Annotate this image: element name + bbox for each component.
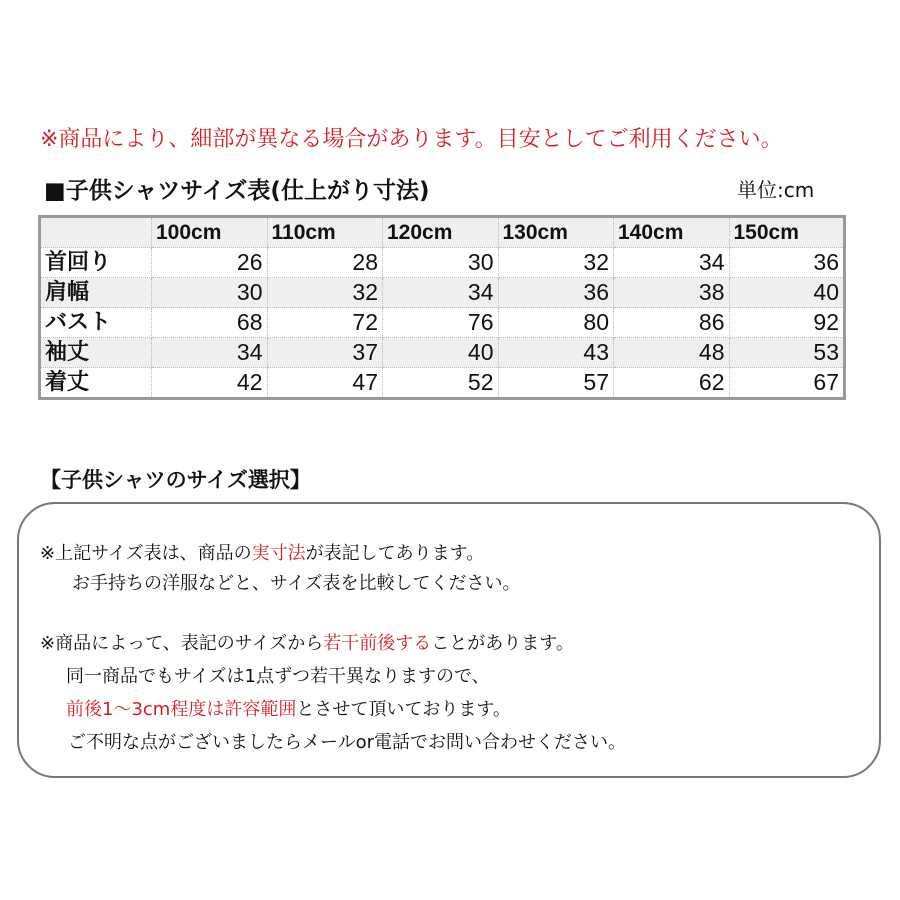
row-label: 首回り xyxy=(40,248,152,278)
table-cell: 76 xyxy=(383,308,499,338)
table-cell: 52 xyxy=(383,368,499,399)
table-cell: 40 xyxy=(729,278,845,308)
table-cell: 42 xyxy=(152,368,268,399)
table-cell: 47 xyxy=(267,368,383,399)
note-highlight: 実寸法 xyxy=(251,543,306,564)
note-text: ことがあります。 xyxy=(431,633,574,654)
note-line-2: お手持ちの洋服などと、サイズ表を比較してください。 xyxy=(72,573,521,594)
notice-text: ※商品により、細部が異なる場合があります。目安としてご利用ください。 xyxy=(40,127,783,152)
table-title: ■子供シャツサイズ表(仕上がり寸法) xyxy=(44,178,430,204)
note-text: ※商品によって、表記のサイズから xyxy=(40,633,324,654)
table-cell: 62 xyxy=(614,368,730,399)
table-cell: 53 xyxy=(729,338,845,368)
note-line-1 xyxy=(40,539,484,565)
table-cell: 38 xyxy=(614,278,730,308)
table-cell: 30 xyxy=(152,278,268,308)
header-cell: 120cm xyxy=(383,217,499,248)
table-cell: 36 xyxy=(498,278,614,308)
table-cell: 80 xyxy=(498,308,614,338)
note-line-3 xyxy=(40,629,574,655)
header-cell: 110cm xyxy=(267,217,383,248)
row-label: 袖丈 xyxy=(40,338,152,368)
table-cell: 34 xyxy=(383,278,499,308)
table-cell: 86 xyxy=(614,308,730,338)
table-cell: 28 xyxy=(267,248,383,278)
note-line-5 xyxy=(66,695,511,721)
table-row xyxy=(40,248,845,278)
note-line-6: ご不明な点がございましたらメールor電話でお問い合わせください。 xyxy=(68,732,627,753)
table-cell: 40 xyxy=(383,338,499,368)
table-cell: 57 xyxy=(498,368,614,399)
table-cell: 34 xyxy=(614,248,730,278)
unit-label: 単位:cm xyxy=(737,178,815,202)
note-highlight: 若干前後する xyxy=(323,633,432,654)
table-cell: 34 xyxy=(152,338,268,368)
table-cell: 43 xyxy=(498,338,614,368)
table-cell: 68 xyxy=(152,308,268,338)
table-cell: 67 xyxy=(729,368,845,399)
table-row xyxy=(40,368,845,399)
table-cell: 48 xyxy=(614,338,730,368)
table-cell: 30 xyxy=(383,248,499,278)
size-table xyxy=(38,215,846,400)
header-cell: 150cm xyxy=(729,217,845,248)
table-row xyxy=(40,308,845,338)
table-cell: 72 xyxy=(267,308,383,338)
table-row xyxy=(40,338,845,368)
table-header-row xyxy=(40,217,845,248)
table-cell: 26 xyxy=(152,248,268,278)
header-cell xyxy=(40,217,152,248)
table-cell: 32 xyxy=(498,248,614,278)
row-label: バスト xyxy=(40,308,152,338)
note-text: ※上記サイズ表は、商品の xyxy=(40,543,252,564)
note-text: が表記してあります。 xyxy=(305,543,485,564)
table-cell: 92 xyxy=(729,308,845,338)
note-text: とさせて頂いております。 xyxy=(296,699,511,720)
note-line-4: 同一商品でもサイズは1点ずつ若干異なりますので、 xyxy=(66,666,490,687)
table-row xyxy=(40,278,845,308)
section-title: 【子供シャツのサイズ選択】 xyxy=(40,468,311,492)
header-cell: 100cm xyxy=(152,217,268,248)
note-highlight: 前後1～3cm程度は許容範囲 xyxy=(66,699,297,720)
row-label: 肩幅 xyxy=(40,278,152,308)
header-cell: 140cm xyxy=(614,217,730,248)
table-cell: 32 xyxy=(267,278,383,308)
header-cell: 130cm xyxy=(498,217,614,248)
row-label: 着丈 xyxy=(40,368,152,399)
table-cell: 37 xyxy=(267,338,383,368)
table-cell: 36 xyxy=(729,248,845,278)
